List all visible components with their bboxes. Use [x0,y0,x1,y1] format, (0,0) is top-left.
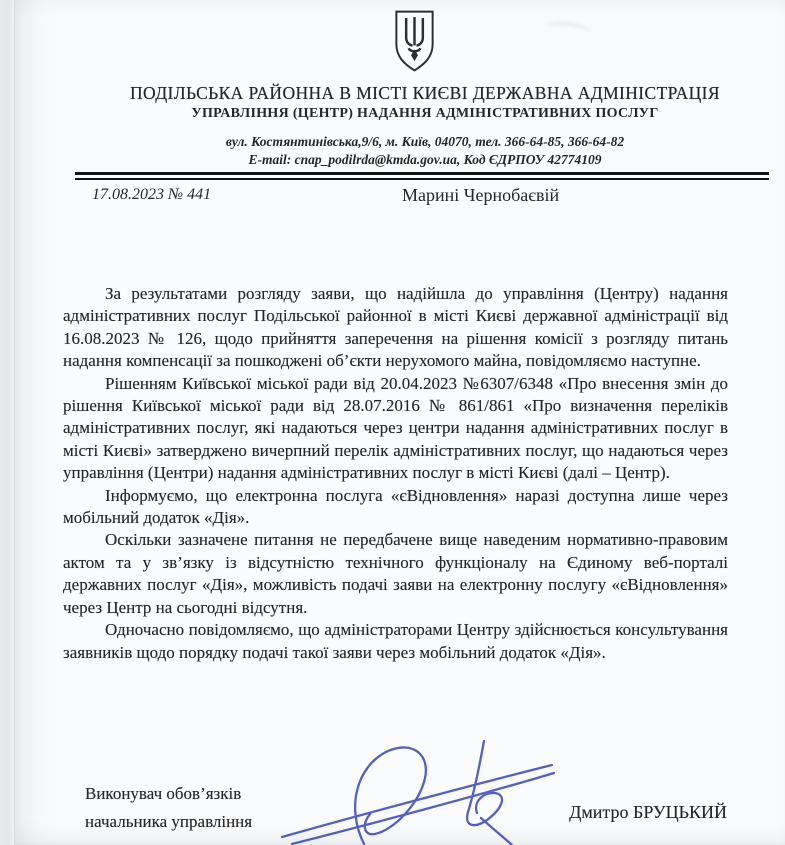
signer-name: Дмитро БРУЦЬКИЙ [569,802,727,822]
letter-date-number: 17.08.2023 № 441 [92,186,212,203]
signer-position-line1: Виконувач обов’язків [85,784,242,803]
body-paragraph: Одночасно повідомляємо, що адміністраторами Центру здійснюється консультування заявників щодо порядку подачі такої заяви через мобільний додаток «Дія». [63,620,728,662]
letter-addressee: Марині Чернобаєвій [402,185,560,205]
handwritten-signature [276,736,560,845]
org-name-line2: УПРАВЛІННЯ (ЦЕНТР) НАДАННЯ АДМІНІСТРАТИВНИХ ПОСЛУГ [191,106,659,121]
signer-position-line2: начальника управління [85,811,253,831]
scan-edge-artifact [0,0,15,845]
org-name-line1: ПОДІЛЬСЬКА РАЙОННА В МІСТІ КИЄВІ ДЕРЖАВНА АДМІНІСТРАЦІЯ [130,83,720,103]
scan-smudge [544,20,592,40]
body-paragraph: Оскільки зазначене питання не передбачене вище наведеним нормативно-правовим актом та у зв’язку із відсутністю технічного функціоналу на Єдиному веб-порталі державних послуг «Дія», можливість подачі заяви на електронну послугу «єВідновлення» через Центр на сьогодні відсутня. [63,530,728,617]
body-paragraph: За результатами розгляду заяви, що надійшла до управління (Центру) надання адміністративних послуг Подільської районної в місті Києві державної адміністрації від 16.08.2023 № 126, щодо прийняття заперечення на рішення комісії з розгляду питань надання компенсації за пошкоджені об’єкти нерухомого майна, повідомляємо наступне. [63,284,728,371]
letter-paper [15,0,785,845]
body-paragraph: Інформуємо, що електронна послуга «єВідновлення» наразі доступна лише через мобільний додаток «Дія». [63,485,728,528]
org-address-line: вул. Костянтинівська,9/6, м. Київ, 04070, тел. 366-64-85, 366-64-82 [225,134,625,149]
org-contact-line: E-mail: cnap_podilrda@kmda.gov.ua, Код ЄДРПОУ 42774109 [248,152,602,167]
ukraine-trident-emblem-icon [390,9,439,73]
body-paragraph: Рішенням Київської міської ради від 20.04.2023 №6307/6348 «Про внесення змін до рішення Київської міської ради від 28.07.2016 № 861/861 «Про визначення переліків адміністративних послуг, які надаються через центри надання адміністративних послуг в місті Києві» затверджено вичерпний перелік адміністративних послуг, що надаються через управління (Центри) надання адміністративних послуг в місті Києві (далі – Центр). [63,373,728,483]
signer-position [85,780,252,835]
letter-body [63,283,728,664]
letterhead-divider-rule [75,172,769,180]
